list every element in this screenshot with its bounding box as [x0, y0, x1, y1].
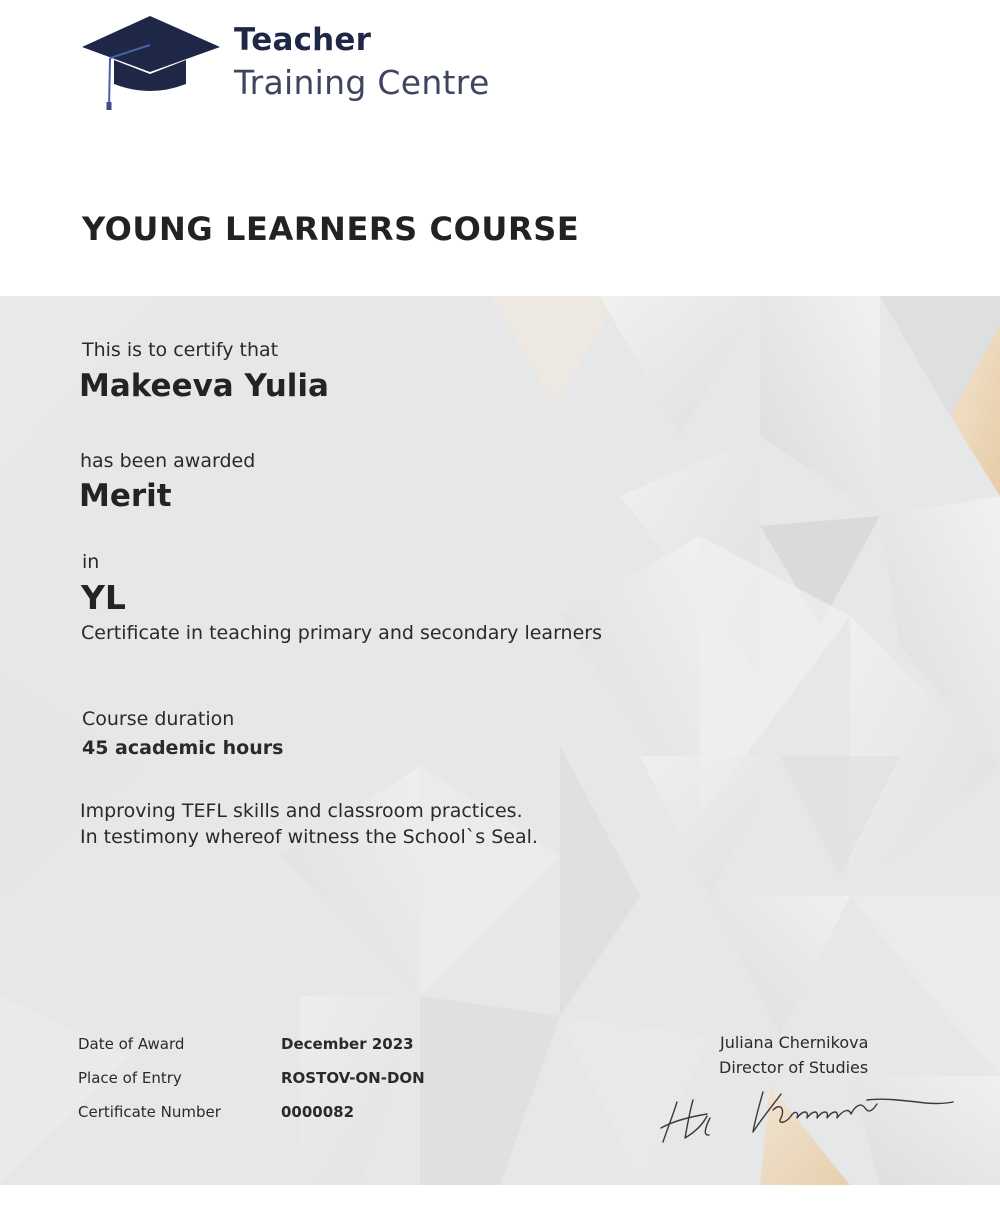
place-of-entry-value: ROSTOV-ON-DON: [281, 1069, 425, 1087]
signer-name: Juliana Chernikova: [720, 1033, 869, 1052]
program-code: YL: [81, 578, 126, 617]
date-of-award-value: December 2023: [281, 1035, 414, 1053]
duration-label: Course duration: [82, 708, 235, 730]
brand-name-primary: Teacher: [234, 22, 372, 58]
awarded-label: has been awarded: [80, 450, 256, 472]
duration-value: 45 academic hours: [82, 737, 284, 759]
certify-label: This is to certify that: [82, 339, 279, 361]
statement-line-2: In testimony whereof witness the School`s Seal.: [80, 826, 538, 848]
date-of-award-label: Date of Award: [78, 1035, 185, 1053]
statement-line-1: Improving TEFL skills and classroom practices.: [80, 800, 523, 822]
award-grade: Merit: [79, 478, 172, 514]
certificate-number-value: 0000082: [281, 1103, 355, 1121]
course-title: YOUNG LEARNERS COURSE: [82, 210, 580, 248]
recipient-name: Makeeva Yulia: [79, 368, 329, 404]
in-label: in: [82, 551, 100, 573]
signer-title: Director of Studies: [719, 1058, 869, 1077]
certificate-number-label: Certificate Number: [78, 1103, 221, 1121]
program-description: Certificate in teaching primary and secondary learners: [81, 622, 602, 644]
graduation-cap-icon: [78, 12, 228, 114]
place-of-entry-label: Place of Entry: [78, 1069, 182, 1087]
certificate-header: [0, 0, 1000, 296]
brand-name-secondary: Training Centre: [234, 63, 490, 102]
signature-icon: [655, 1080, 960, 1150]
